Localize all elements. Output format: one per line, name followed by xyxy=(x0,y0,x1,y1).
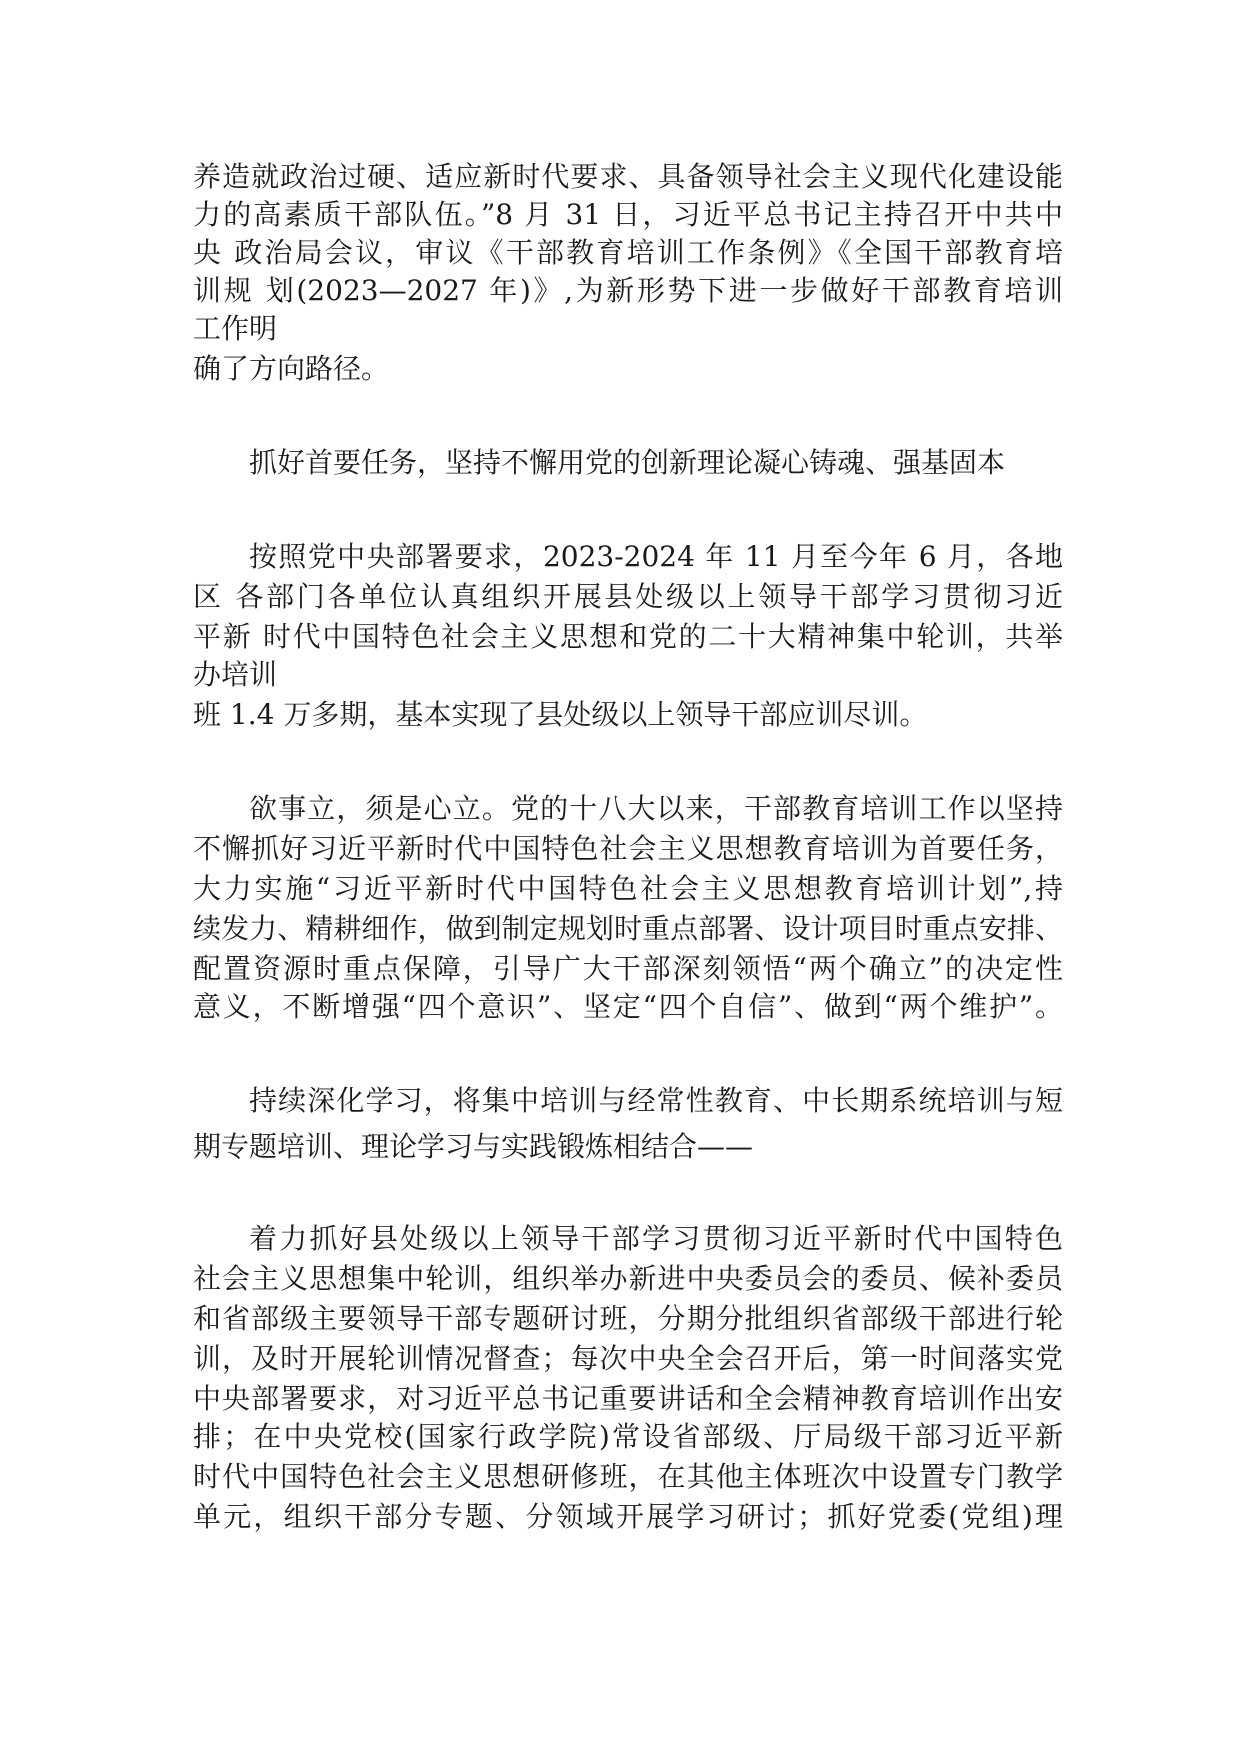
text-line: 社会主义思想集中轮训，组织举办新进中央委员会的委员、候补委员 xyxy=(193,1262,1063,1295)
text-line: 力的高素质干部队伍。”8 月 31 日，习近平总书记主持召开中共中 xyxy=(193,198,1063,231)
text-line: 办培训 xyxy=(193,658,278,691)
text-line: 不懈抓好习近平新时代中国特色社会主义思想教育培训为首要任务， xyxy=(193,832,1063,865)
text-line: 和省部级主要领导干部专题研讨班，分期分批组织省部级干部进行轮 xyxy=(193,1302,1063,1335)
text-line: 按照党中央部署要求，2023-2024 年 11 月至今年 6 月，各地 xyxy=(249,540,1063,573)
text-line: 训，及时开展轮训情况督查；每次中央全会召开后，第一时间落实党 xyxy=(193,1342,1063,1375)
text-line: 中央部署要求，对习近平总书记重要讲话和全会精神教育培训作出安 xyxy=(193,1382,1063,1415)
text-line: 排；在中央党校(国家行政学院)常设省部级、厅局级干部习近平新 xyxy=(193,1420,1063,1453)
text-line: 续发力、精耕细作，做到制定规划时重点部署、设计项目时重点安排、 xyxy=(193,912,1063,945)
text-line: 养造就政治过硬、适应新时代要求、具备领导社会主义现代化建设能 xyxy=(193,160,1063,193)
text-line: 确了方向路径。 xyxy=(193,352,390,385)
text-line: 工作明 xyxy=(193,312,278,345)
text-line: 着力抓好县处级以上领导干部学习贯彻习近平新时代中国特色 xyxy=(249,1222,1063,1255)
text-line: 期专题培训、理论学习与实践锻炼相结合—— xyxy=(193,1130,754,1163)
text-line: 区 各部门各单位认真组织开展县处级以上领导干部学习贯彻习近 xyxy=(193,580,1063,613)
text-line: 持续深化学习，将集中培训与经常性教育、中长期系统培训与短 xyxy=(249,1084,1063,1117)
text-line: 大力实施“习近平新时代中国特色社会主义思想教育培训计划”,持 xyxy=(193,872,1063,905)
text-line: 训规 划(2023—2027 年)》,为新形势下进一步做好干部教育培训 xyxy=(193,274,1063,307)
text-line: 时代中国特色社会主义思想研修班，在其他主体班次中设置专门教学 xyxy=(193,1460,1063,1493)
section-heading: 抓好首要任务，坚持不懈用党的创新理论凝心铸魂、强基固本 xyxy=(249,446,1006,479)
text-line: 配置资源时重点保障，引导广大干部深刻领悟“两个确立”的决定性 xyxy=(193,952,1063,985)
text-line: 班 1.4 万多期，基本实现了县处级以上领导干部应训尽训。 xyxy=(193,698,928,731)
text-line: 欲事立，须是心立。党的十八大以来，干部教育培训工作以坚持 xyxy=(249,792,1063,825)
text-line: 意义，不断增强“四个意识”、坚定“四个自信”、做到“两个维护”。 xyxy=(193,990,1063,1023)
text-line: 平新 时代中国特色社会主义思想和党的二十大精神集中轮训，共举 xyxy=(193,620,1063,653)
text-line: 央 政治局会议，审议《干部教育培训工作条例》《全国干部教育培 xyxy=(193,236,1063,269)
text-line: 单元，组织干部分专题、分领域开展学习研讨；抓好党委(党组)理 xyxy=(193,1500,1063,1533)
